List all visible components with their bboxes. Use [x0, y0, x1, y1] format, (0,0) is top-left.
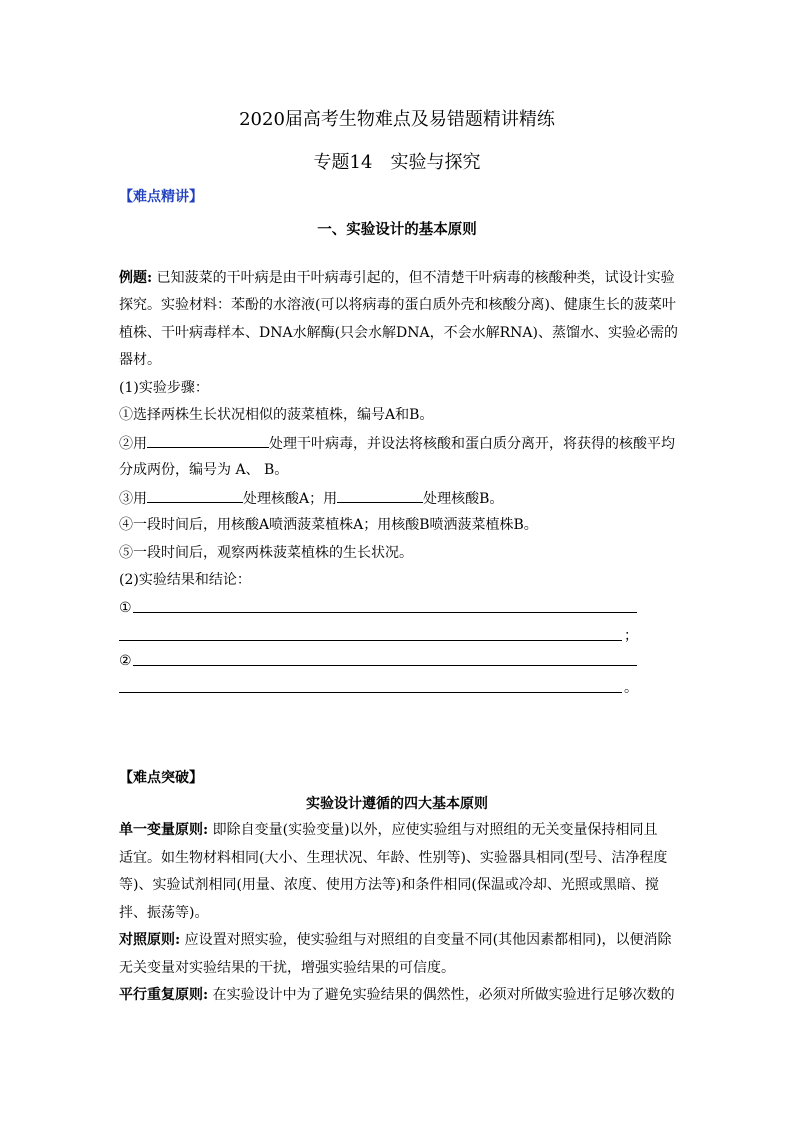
step-5: ⑤一段时间后，观察两株菠菜植株的生长状况。	[119, 545, 413, 561]
answer-mark-2: ②	[119, 653, 132, 669]
p1-line-3: 等)、实验试剂相同(用量、浓度、使用方法等)和条件相同(保温或冷却、光照或黑暗、搅	[119, 877, 659, 893]
blank-reagent-1[interactable]	[147, 433, 269, 448]
p1-line-1: 单一变量原则: 即除自变量(实验变量)以外，应使实验组与对照组的无关变量保持相同且	[119, 822, 658, 838]
steps-title: (1)实验步骤：	[119, 380, 209, 396]
example-line-2: 探究。实验材料：苯酚的水溶液(可以将病毒的蛋白质外壳和核酸分离)、健康生长的菠菜叶	[119, 297, 676, 313]
section-heading-principles: 一、实验设计的基本原则	[317, 221, 477, 238]
topic-subtitle: 专题14 实验与探究	[313, 152, 481, 173]
results-title: (2)实验结果和结论：	[119, 572, 251, 588]
section-heading-four-principles: 实验设计遵循的四大基本原则	[306, 796, 488, 812]
answer-line-2a[interactable]	[133, 665, 637, 666]
step-2: ②用 处理干叶病毒，并设法将核酸和蛋白质分离开，将获得的核酸平均	[119, 433, 675, 454]
p2-label: 对照原则:	[119, 932, 181, 948]
step-1: ①选择两株生长状况相似的菠菜植株，编号A和B。	[119, 407, 434, 423]
page-title: 2020届高考生物难点及易错题精讲精练	[239, 109, 555, 130]
example-line-3: 植株、干叶病毒样本、DNA水解酶(只会水解DNA，不会水解RNA)、蒸馏水、实验必需的	[119, 325, 678, 341]
example-line-4: 器材。	[119, 352, 161, 368]
p1-line-4: 拌、振荡等)。	[119, 905, 209, 921]
p1-line-2: 适宜。如生物材料相同(大小、生理状况、年龄、性别等)、实验器具相同(型号、洁净程度	[119, 850, 668, 866]
example-line-1: 例题: 已知菠菜的干叶病是由干叶病毒引起的，但不清楚干叶病毒的核酸种类，试设计实验	[119, 270, 675, 286]
p3-label: 平行重复原则:	[119, 987, 209, 1003]
answer-end-1: ；	[624, 628, 638, 644]
section-tag-lecture: 【难点精讲】	[119, 189, 203, 205]
p2-line-1: 对照原则: 应设置对照实验，使实验组与对照组的自变量不同(其他因素都相同)，以便消除	[119, 932, 672, 948]
answer-end-2: 。	[624, 680, 638, 696]
p1-label: 单一变量原则:	[119, 822, 209, 838]
step-4: ④一段时间后，用核酸A喷洒菠菜植株A；用核酸B喷洒菠菜植株B。	[119, 517, 538, 533]
p3-line-1: 平行重复原则: 在实验设计中为了避免实验结果的偶然性，必须对所做实验进行足够次数的	[119, 987, 675, 1003]
step-2-continued: 分成两份，编号为 A、 B。	[119, 462, 289, 478]
answer-line-2b[interactable]	[119, 692, 622, 693]
section-tag-breakthrough: 【难点突破】	[119, 770, 203, 786]
answer-line-1b[interactable]	[119, 640, 622, 641]
blank-reagent-2[interactable]	[147, 488, 243, 503]
step-3: ③用 处理核酸A；用 处理核酸B。	[119, 488, 503, 509]
example-label: 例题:	[119, 270, 153, 286]
answer-mark-1: ①	[119, 600, 132, 616]
blank-reagent-3[interactable]	[337, 488, 423, 503]
answer-line-1a[interactable]	[133, 612, 637, 613]
p2-line-2: 无关变量对实验结果的干扰，增强实验结果的可信度。	[119, 960, 455, 976]
